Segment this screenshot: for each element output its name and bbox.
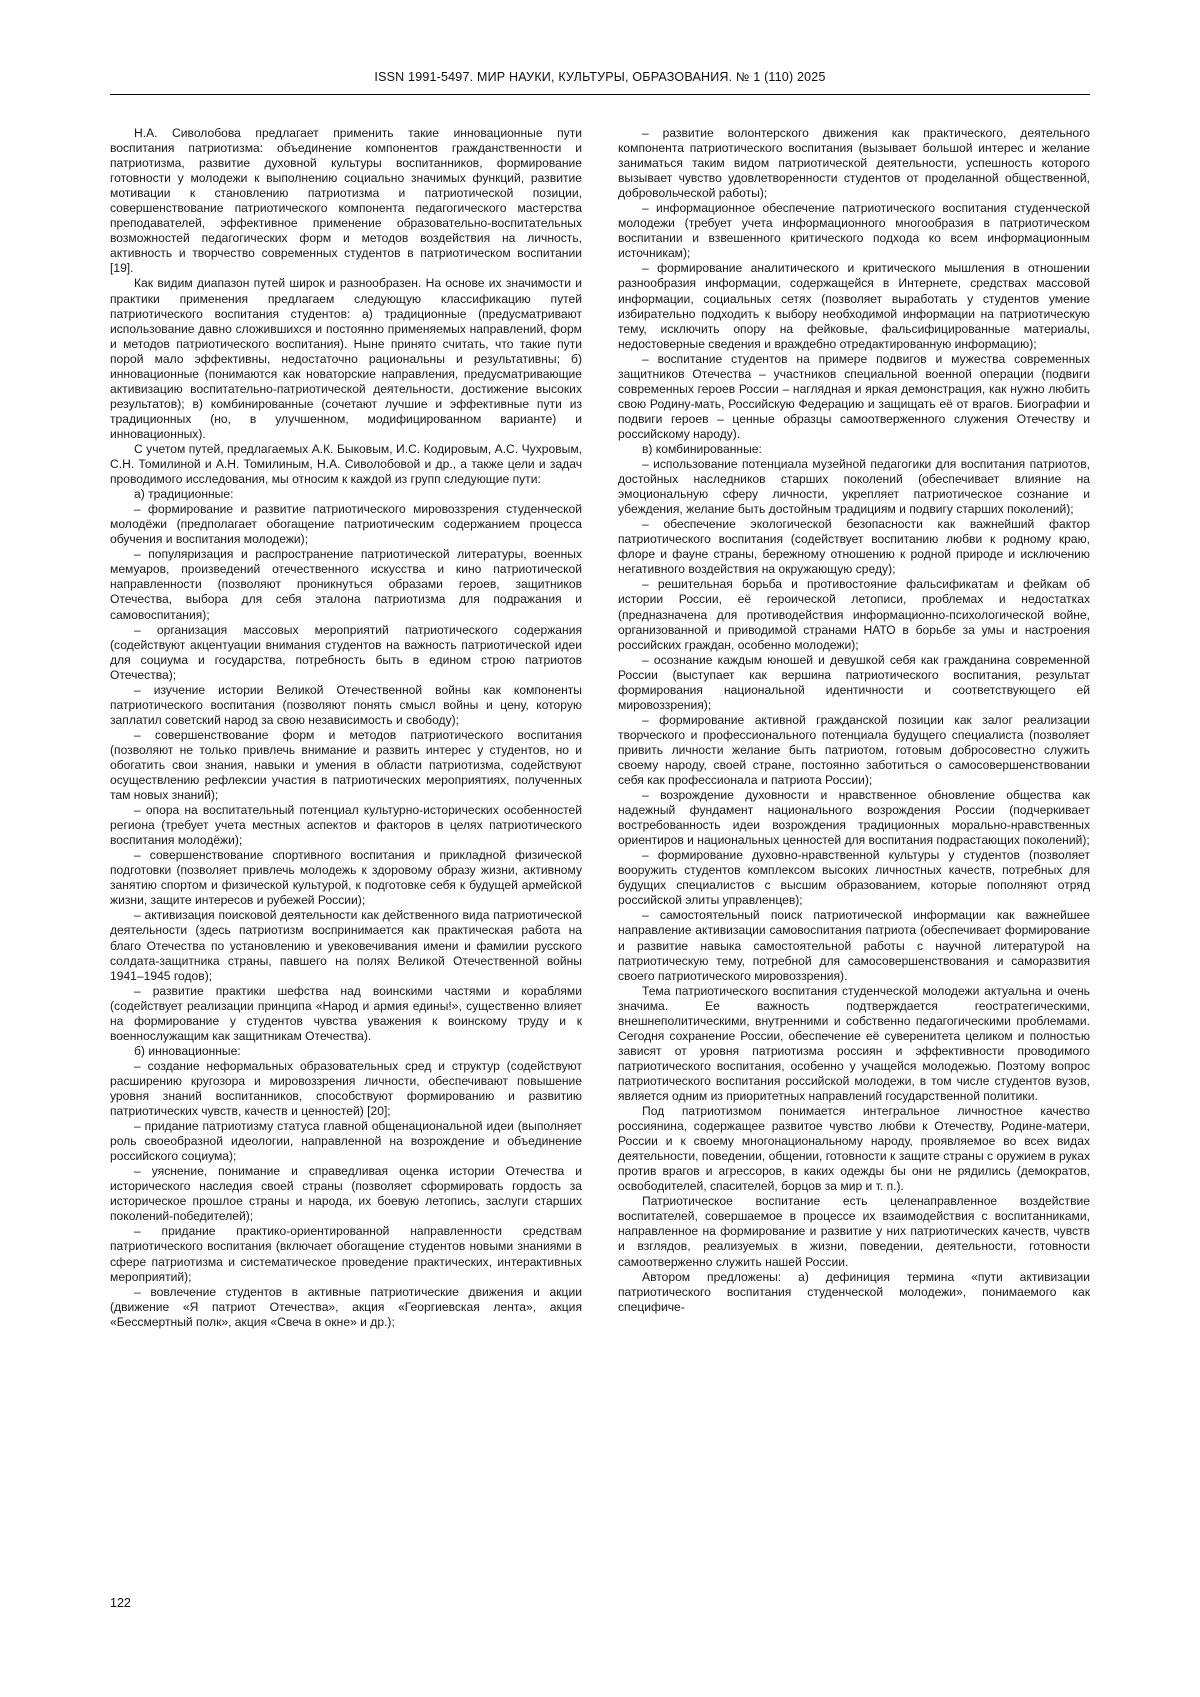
paragraph: – развитие волонтерского движения как практического, деятельного компонента патриотического воспитания (вызывает большой интерес и желание заниматься таким видом патриотической деятельности, успешность которого вызывает чувство удовлетворенности студентов от проделанной общественной, добровольческой работы); bbox=[618, 126, 1090, 201]
left-column bbox=[110, 126, 582, 1330]
paragraph: – возрождение духовности и нравственное обновление общества как надежный фундамент национального возрождения России (подчеркивает востребованность идеи возрождения традиционных морально-нравственных ориентиров и национальных ценностей для воспитания подрастающих поколений); bbox=[618, 788, 1090, 848]
header-divider bbox=[110, 94, 1090, 95]
paragraph: – придание патриотизму статуса главной общенациональной идеи (выполняет роль своеобразной идеологии, направленной на возрождение и объединение российского социума); bbox=[110, 1119, 582, 1164]
paragraph: Автором предложены: а) дефиниция термина «пути активизации патриотического воспитания студенческой молодежи», понимаемого как специфиче- bbox=[618, 1269, 1090, 1314]
paragraph: Под патриотизмом понимается интегральное личностное качество россиянина, содержащее развитое чувство любви к Отечеству, Родине-матери, России и к своему многонациональному народу, проявляемое во всех видах деятельности, поведении, общении, готовности к защите страны с оружием в руках против врагов и агрессоров, в каких одежды бы они не рядились (демократов, освободителей, спасителей, борцов за мир и т. п.). bbox=[618, 1104, 1090, 1194]
paragraph: б) инновационные: bbox=[134, 1043, 241, 1058]
paragraph: – обеспечение экологической безопасности как важнейший фактор патриотического воспитания (содействует воспитанию любви к родному краю, флоре и фауне страны, бережному отношению к родной природе и исключению негативного воздействия на окружающую среду); bbox=[618, 517, 1090, 577]
paragraph: – осознание каждым юношей и девушкой себя как гражданина современной России (выступает как вершина патриотического воспитания, результат формирования национальной идентичности и соответствующего ей мировоззрения); bbox=[618, 652, 1090, 712]
paragraph: – изучение истории Великой Отечественной войны как компоненты патриотического воспитания (позволяют понять смысл войны и цену, которую заплатил советский народ за свою независимость и свободу); bbox=[110, 682, 582, 727]
paragraph: – вовлечение студентов в активные патриотические движения и акции (движение «Я патриот Отечества», акция «Георгиевская лента», акция «Бессмертный полк», акция «Свеча в окне» и др.); bbox=[110, 1284, 582, 1329]
paragraph: – формирование духовно-нравственной культуры у студентов (позволяет вооружить студентов комплексом высоких личностных качеств, потребных для будущих специалистов с высшим образованием, которые пополняют отряд российской элиты управленцев); bbox=[618, 848, 1090, 908]
paragraph: – использование потенциала музейной педагогики для воспитания патриотов, достойных наследников старших поколений (обеспечивает влияние на эмоциональную сферу личности, укрепляет патриотическое сознание и убеждения, желание быть достойным традициям и подвигу старших поколений); bbox=[618, 457, 1090, 517]
paragraph: – воспитание студентов на примере подвигов и мужества современных защитников Отечества – участников специальной военной операции (подвиги современных героев России – наглядная и яркая демонстрация, как нужно любить свою Родину-мать, Российскую Федерацию и защищать её от врагов. Биографии и подвиги героев – ценные образцы самоотверженного служения Отечеству и российскому народу). bbox=[618, 351, 1090, 441]
paragraph: Патриотическое воспитание есть целенаправленное воздействие воспитателей, совершаемое в процессе их взаимодействия с воспитанниками, направленное на формирование и развитие у них патриотических качеств, чувств и взглядов, реализуемых в жизни, поведении, деятельности, готовности самоотверженно служить нашей России. bbox=[618, 1194, 1090, 1269]
paragraph: Тема патриотического воспитания студенческой молодежи актуальна и очень значима. Ее важность подтверждается геостратегическими, внешнеполитическими, внутренними и собственно педагогическими проблемами. Сегодня сохранение России, обеспечение её суверенитета целиком и полностью зависят от уровня патриотизма россиян и эффективности проводимого патриотического воспитания, особенно у учащейся молодежью. Поэтому вопрос патриотического воспитания российской молодежи, в том числе студентов вузов, является одним из приоритетных направлений государственной политики. bbox=[618, 983, 1090, 1103]
paragraph: – активизация поисковой деятельности как действенного вида патриотической деятельности (здесь патриотизм воспринимается как практическая работа на благо Отечества по установлению и увековечивания имени и фамилии русского солдата-защитника страны, павшего на полях Великой Отечественной войны 1941–1945 годов); bbox=[110, 908, 582, 983]
paragraph: – создание неформальных образовательных сред и структур (содействуют расширению кругозора и мировоззрения личности, обеспечивают повышение уровня знаний воспитанников, способствуют формированию и развитию патриотических чувств, качеств и ценностей) [20]; bbox=[110, 1058, 582, 1119]
paragraph: – придание практико-ориентированной направленности средствам патриотического воспитания (включает обогащение студентов новыми знаниями в сфере патриотизма и систематическое проведение практических, интерактивных мероприятий); bbox=[110, 1224, 582, 1284]
paragraph: – решительная борьба и противостояние фальсификатам и фейкам об истории России, её героической летописи, проблемах и недостатках (предназначена для противодействия информационно-психологической войне, организованной и приводимой странами НАТО в борьбе за умы и настроения российских граждан, особенно молодежи); bbox=[618, 577, 1090, 652]
paragraph: – уяснение, понимание и справедливая оценка истории Отечества и исторического наследия своей страны (позволяет сформировать гордость за историческое прошлое страны и народа, их боевую летопись, заслуги старших поколений-победителей); bbox=[110, 1164, 582, 1224]
two-column-body bbox=[110, 126, 1090, 1330]
page-number: 122 bbox=[110, 1596, 131, 1610]
paragraph: – самостоятельный поиск патриотической информации как важнейшее направление активизации самовоспитания патриота (обеспечивает формирование и развитие навыка самостоятельной работы с научной литературой на патриотическую тему, потребной для самосовершенствования и саморазвития своего патриотического мировоззрения). bbox=[618, 908, 1090, 983]
paragraph: – информационное обеспечение патриотического воспитания студенческой молодежи (требует учета информационного многообразия в патриотическом воспитании и взвешенного критического подхода ко всем информационным источникам); bbox=[618, 201, 1090, 261]
paragraph: в) комбинированные: bbox=[642, 441, 762, 456]
paragraph: – совершенствование спортивного воспитания и прикладной физической подготовки (позволяет привлечь молодежь к здоровому образу жизни, активному занятию спортом и физической культурой, к подготовке себя к будущей армейской жизни, защите интересов и рубежей России); bbox=[110, 848, 582, 908]
paragraph: – формирование активной гражданской позиции как залог реализации творческого и профессионального потенциала будущего специалиста (позволяет привить личности желание быть патриотом, готовым добросовестно служить своему народу, своей стране, постоянно заботиться о самосовершенствовании себя как профессионала и патриота России); bbox=[618, 712, 1090, 788]
paragraph: – совершенствование форм и методов патриотического воспитания (позволяют не только привлечь внимание и развить интерес у студентов, но и обогатить свои знания, навыки и умения в области патриотизма, содействуют осуществлению рефлексии участия в патриотических мероприятиях, полученных там новых знаний); bbox=[110, 727, 582, 803]
paragraph: – формирование и развитие патриотического мировоззрения студенческой молодёжи (предполагает обогащение патриотическим содержанием процесса обучения и воспитания молодежи); bbox=[110, 502, 582, 547]
paragraph: Н.А. Сиволобова предлагает применить такие инновационные пути воспитания патриотизма: объединение компонентов гражданственности и патриотизма, развитие духовной культуры воспитанников, формирование готовности у молодежи к выполнению социально значимых функций, развитие мотивации к становлению патриотизма и патриотической позиции, совершенствование патриотического компонента педагогического мастерства преподавателей, эффективное применение образовательно-воспитательных возможностей педагогических форм и методов воздействия на личность, активность и творчество современных студентов в патриотическом воспитании [19]. bbox=[110, 126, 582, 276]
paragraph: – популяризация и распространение патриотической литературы, военных мемуаров, произведений отечественного искусства и кино патриотической направленности (позволяют проникнуться образами героев, защитников Отечества, выбора для себя эталона патриотизма для подражания и самовоспитания); bbox=[110, 547, 582, 622]
paragraph: – опора на воспитательный потенциал культурно-исторических особенностей региона (требует учета местных аспектов и факторов в целях патриотического воспитания молодёжи); bbox=[110, 803, 582, 848]
right-column bbox=[618, 126, 1090, 1330]
paragraph: а) традиционные: bbox=[134, 487, 234, 502]
running-head: ISSN 1991-5497. МИР НАУКИ, КУЛЬТУРЫ, ОБРАЗОВАНИЯ. № 1 (110) 2025 bbox=[374, 70, 826, 84]
paragraph: С учетом путей, предлагаемых А.К. Быковым, И.С. Кодировым, А.С. Чухровым, С.Н. Томилиной и А.Н. Томилиным, Н.А. Сиволобовой и др., а также цели и задач проводимого исследования, мы относим к каждой из групп следующие пути: bbox=[110, 441, 582, 487]
paragraph: – формирование аналитического и критического мышления в отношении разнообразия информации, содержащейся в Интернете, средствах массовой информации, социальных сетях (позволяет выработать у студентов умение избирательно подходить к выбору необходимой информации на патриотическую тему, исключить опору на фейковые, фальсифицированные материалы, недостоверные сведения и враждебно отредактированную информацию); bbox=[618, 261, 1090, 351]
paragraph: Как видим диапазон путей широк и разнообразен. На основе их значимости и практики применения предлагаем следующую классификацию путей патриотического воспитания студентов: а) традиционные (предусматривают использование давно сложившихся и постоянно применяемых направлений, форм и методов патриотического воспитания). Ныне принято считать, что такие пути порой мало эффективны, недостаточно рациональны и результативны; б) инновационные (понимаются как новаторские направления, предусматривающие активизацию воспитательно-патриотической деятельности, достижение высоких результатов); в) комбинированные (сочетают лучшие и эффективные пути из традиционных (но, в улучшенном, модифицированном варианте) и инновационных). bbox=[110, 276, 582, 441]
paragraph: – организация массовых мероприятий патриотического содержания (содействуют акцентуации внимания студентов на важность патриотической идеи для социума и государства, потребность быть в едином строю патриотов Отечества); bbox=[110, 622, 582, 682]
paragraph: – развитие практики шефства над воинскими частями и кораблями (содействует реализации принципа «Народ и армия едины!», существенно влияет на формирование у студентов чувства уважения к воинскому труду и к военнослужащим как защитникам Отечества). bbox=[110, 983, 582, 1043]
